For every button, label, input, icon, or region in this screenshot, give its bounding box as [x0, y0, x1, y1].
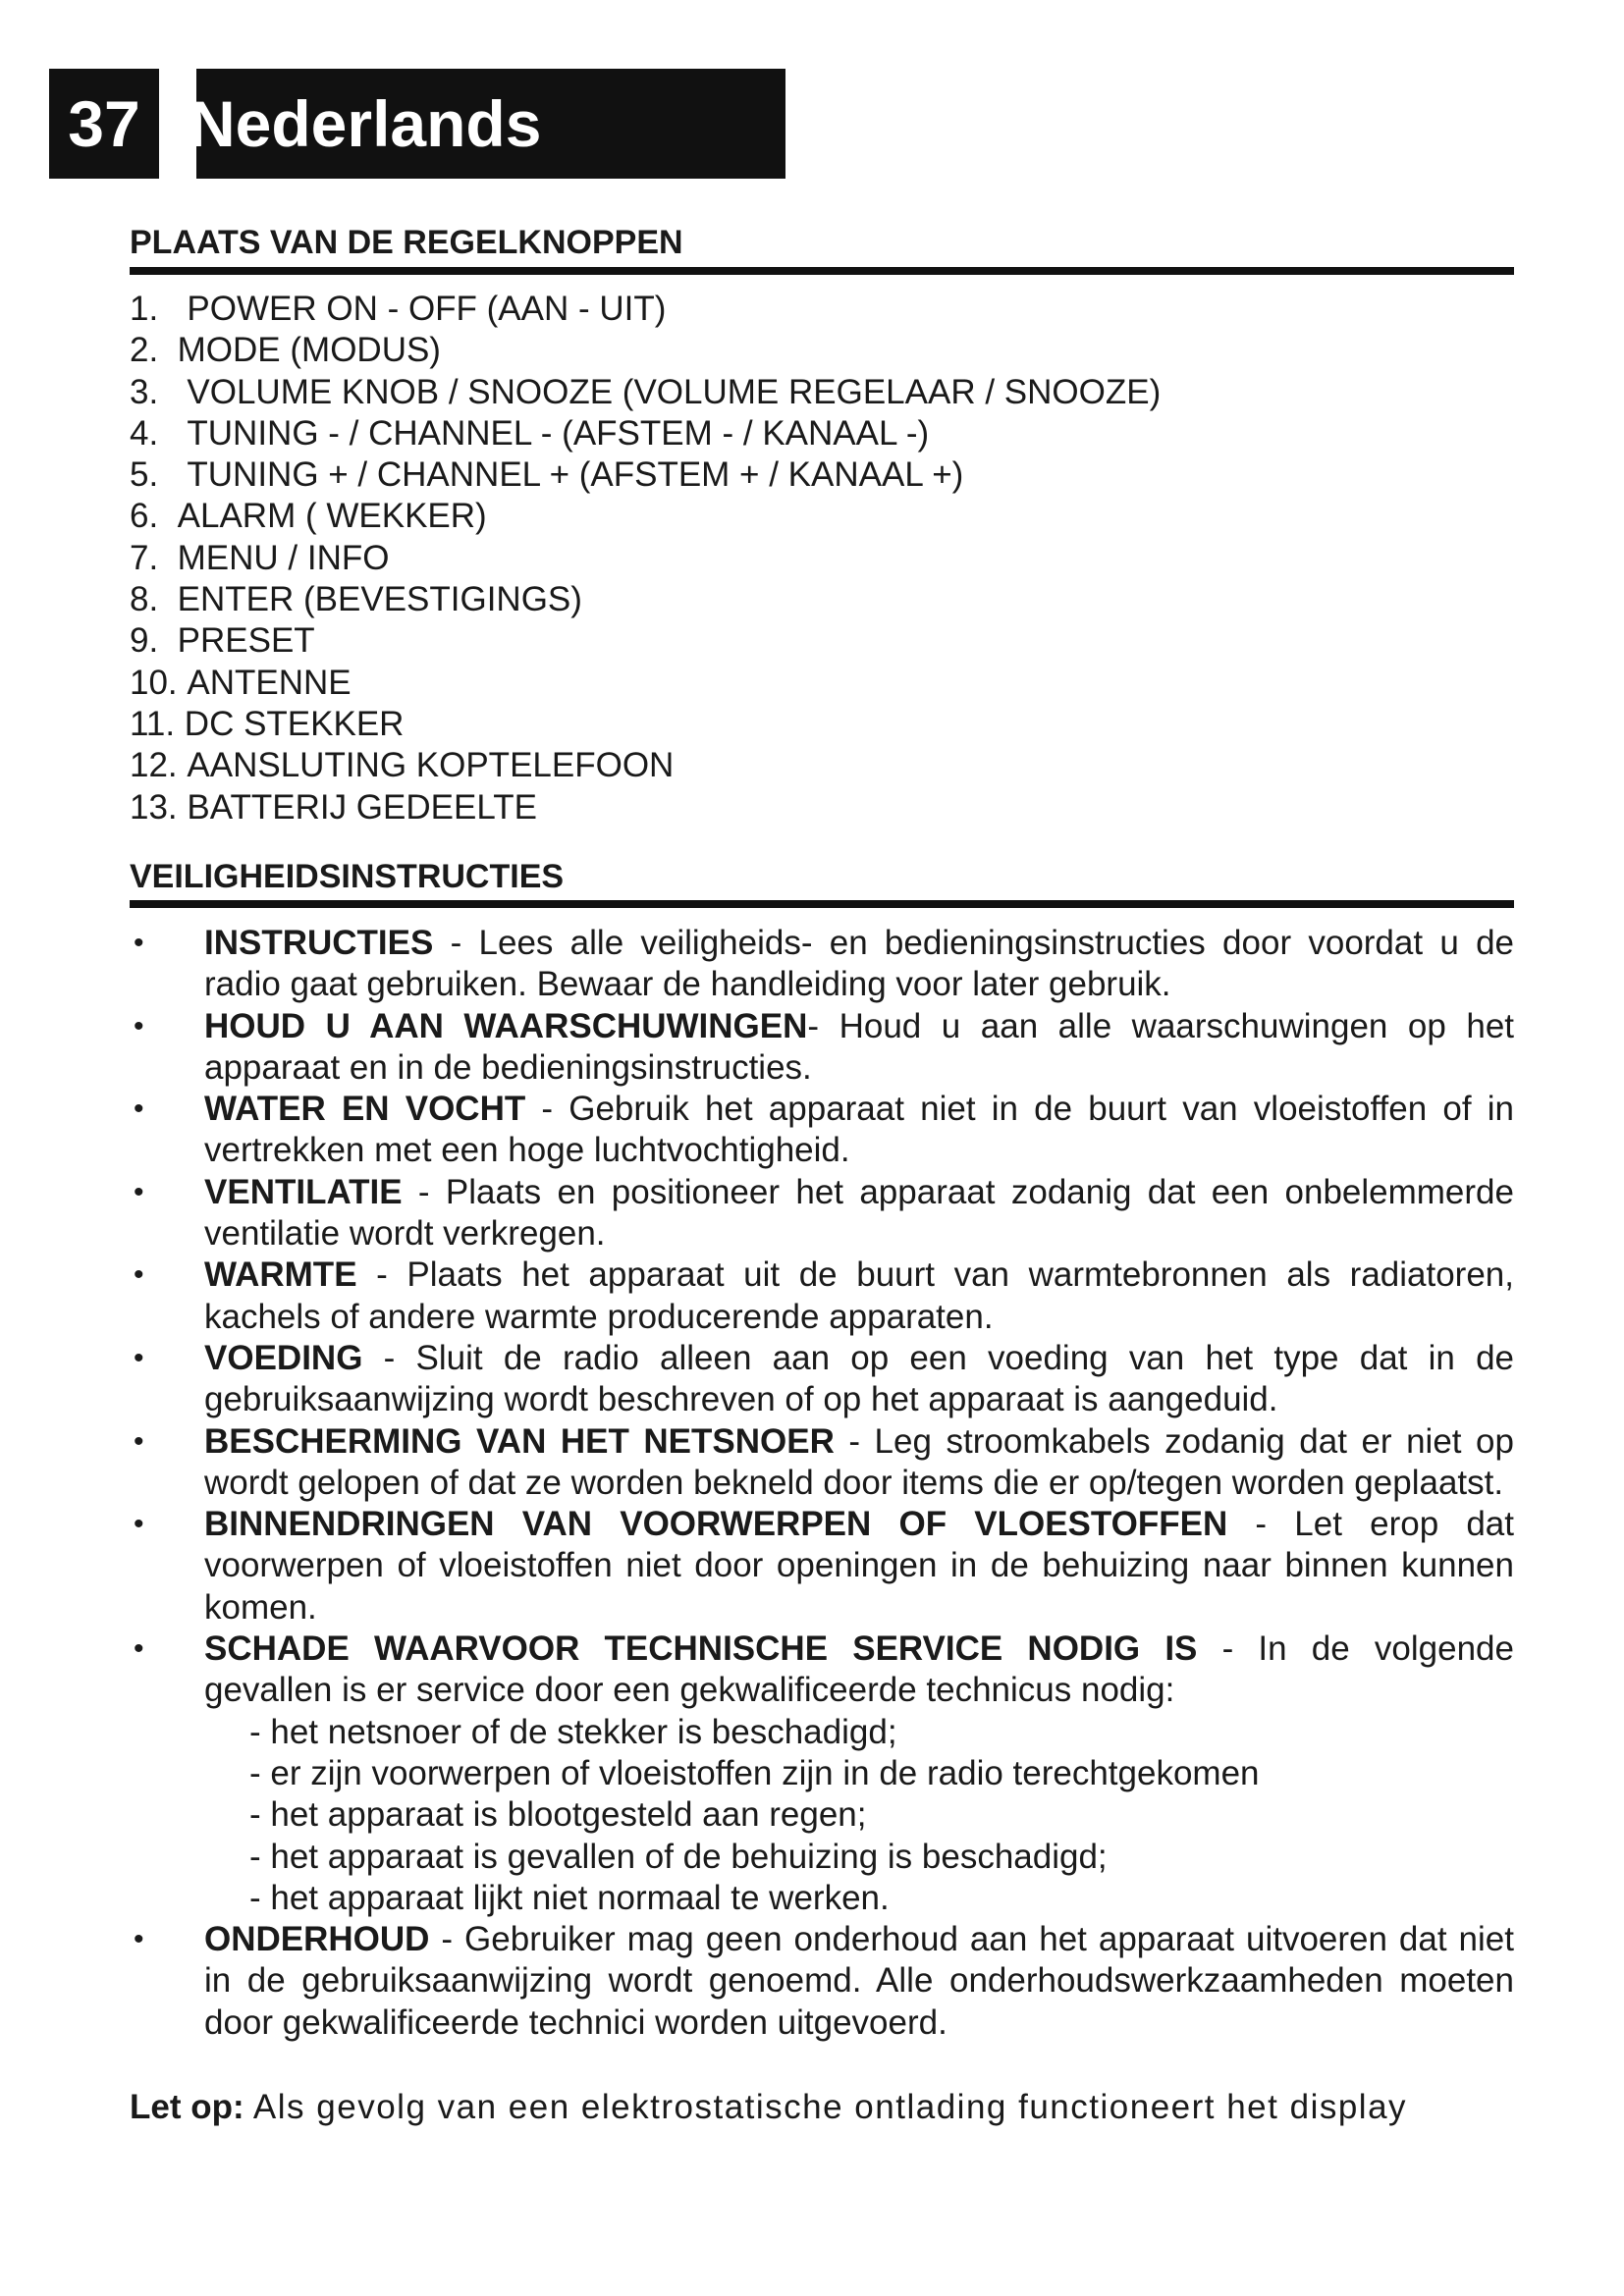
list-item: • VENTILATIE - Plaats en positioneer het apparaat zodanig dat een onbelemmerde ventilatie wordt verkregen. — [134, 1172, 1514, 1254]
list-item: • SCHADE WAARVOOR TECHNISCHE SERVICE NODIG IS - In de volgende gevallen is er service door een gekwalificeerde technicus nodig: — [134, 1629, 1514, 1710]
sub-list-item: - het apparaat is gevallen of de behuizing is beschadigd; — [249, 1837, 1108, 1876]
list-item: • BESCHERMING VAN HET NETSNOER - Leg stroomkabels zodanig dat er niet op wordt gelopen of dat ze worden bekneld door items die er op/tegen worden geplaatst. — [134, 1421, 1514, 1502]
list-item: 6. ALARM ( WEKKER) — [130, 497, 487, 536]
list-item: 9. PRESET — [130, 621, 315, 661]
bullet-icon: • — [134, 1632, 144, 1666]
note-label: Let op: — [130, 2088, 244, 2126]
language-header — [189, 69, 785, 179]
section-divider — [130, 267, 1514, 275]
bullet-icon: • — [134, 1424, 144, 1458]
list-item: 8. ENTER (BEVESTIGINGS) — [130, 580, 582, 619]
bullet-icon: • — [134, 1923, 144, 1956]
bullet-icon: • — [134, 1341, 144, 1374]
list-item: • ONDERHOUD - Gebruiker mag geen onderhoud aan het apparaat uitvoeren dat niet in de gebruiksaanwijzing wordt genoemd. Alle onderhoudswerkzaamheden moeten door gekwalificeerde technici worden uitgevoerd. — [134, 1920, 1514, 2042]
bullet-icon: • — [134, 1258, 144, 1292]
list-item: 5. TUNING + / CHANNEL + (AFSTEM + / KANAAL +) — [130, 455, 964, 495]
safety-section-title: VEILIGHEIDSINSTRUCTIES — [130, 858, 565, 895]
list-item: • BINNENDRINGEN VAN VOORWERPEN OF VLOESTOFFEN - Let erop dat voorwerpen of vloeistoffen niet door openingen in de behuizing naar binnen kunnen komen. — [134, 1505, 1514, 1627]
list-item: 3. VOLUME KNOB / SNOOZE (VOLUME REGELAAR / SNOOZE) — [130, 372, 1162, 411]
section-divider — [130, 900, 1514, 908]
page-number: 37 — [68, 87, 140, 160]
bullet-icon: • — [134, 1508, 144, 1541]
list-item: 11. DC STEKKER — [130, 704, 405, 743]
sub-list-item: - er zijn voorwerpen of vloeistoffen zijn in de radio terechtgekomen — [249, 1753, 1260, 1792]
bullet-icon: • — [134, 1175, 144, 1208]
controls-list — [130, 289, 1161, 828]
list-item: • VOEDING - Sluit de radio alleen aan op een voeding van het type dat in de gebruiksaanwijzing wordt beschreven of op het apparaat is aangeduid. — [134, 1338, 1514, 1419]
list-item: • INSTRUCTIES - Lees alle veiligheids- en bedieningsinstructies door voordat u de radio gaat gebruiken. Bewaar de handleiding voor later gebruik. — [134, 924, 1514, 1004]
controls-section-title: PLAATS VAN DE REGELKNOPPEN — [130, 224, 683, 261]
list-item: 4. TUNING - / CHANNEL - (AFSTEM - / KANAAL -) — [130, 413, 930, 453]
sub-list-item: - het netsnoer of de stekker is beschadigd; — [249, 1712, 897, 1751]
sub-list-item: - het apparaat is blootgesteld aan regen; — [249, 1795, 867, 1835]
list-item: • WARMTE - Plaats het apparaat uit de buurt van warmtebronnen als radiatoren, kachels of andere warmte producerende apparaten. — [134, 1255, 1514, 1336]
list-item: • HOUD U AAN WAARSCHUWINGEN- Houd u aan alle waarschuwingen op het apparaat en in de bedieningsinstructies. — [134, 1006, 1515, 1087]
note-paragraph — [130, 2087, 1514, 2128]
list-item: 7. MENU / INFO — [130, 538, 390, 577]
list-item: 2. MODE (MODUS) — [130, 331, 441, 370]
list-item: • WATER EN VOCHT - Gebruik het apparaat niet in de buurt van vloeistoffen of in vertrekken met een hoge luchtvochtigheid. — [134, 1090, 1514, 1170]
bullet-icon: • — [134, 1093, 144, 1126]
note-text: Als gevolg van een elektrostatische ontlading functioneert het display — [244, 2088, 1408, 2126]
list-item: 1. POWER ON - OFF (AAN - UIT) — [130, 290, 667, 328]
language-title: Nederlands — [189, 87, 542, 160]
bullet-icon: • — [134, 1009, 144, 1042]
page-number-badge — [49, 69, 159, 179]
list-item: 13. BATTERIJ GEDEELTE — [130, 787, 537, 827]
list-item: 12. AANSLUTING KOPTELEFOON — [130, 746, 675, 785]
bullet-icon: • — [134, 927, 144, 959]
list-item: 10. ANTENNE — [130, 663, 352, 702]
sub-list-item: - het apparaat lijkt niet normaal te werken. — [249, 1878, 890, 1917]
safety-list — [130, 923, 1514, 2044]
